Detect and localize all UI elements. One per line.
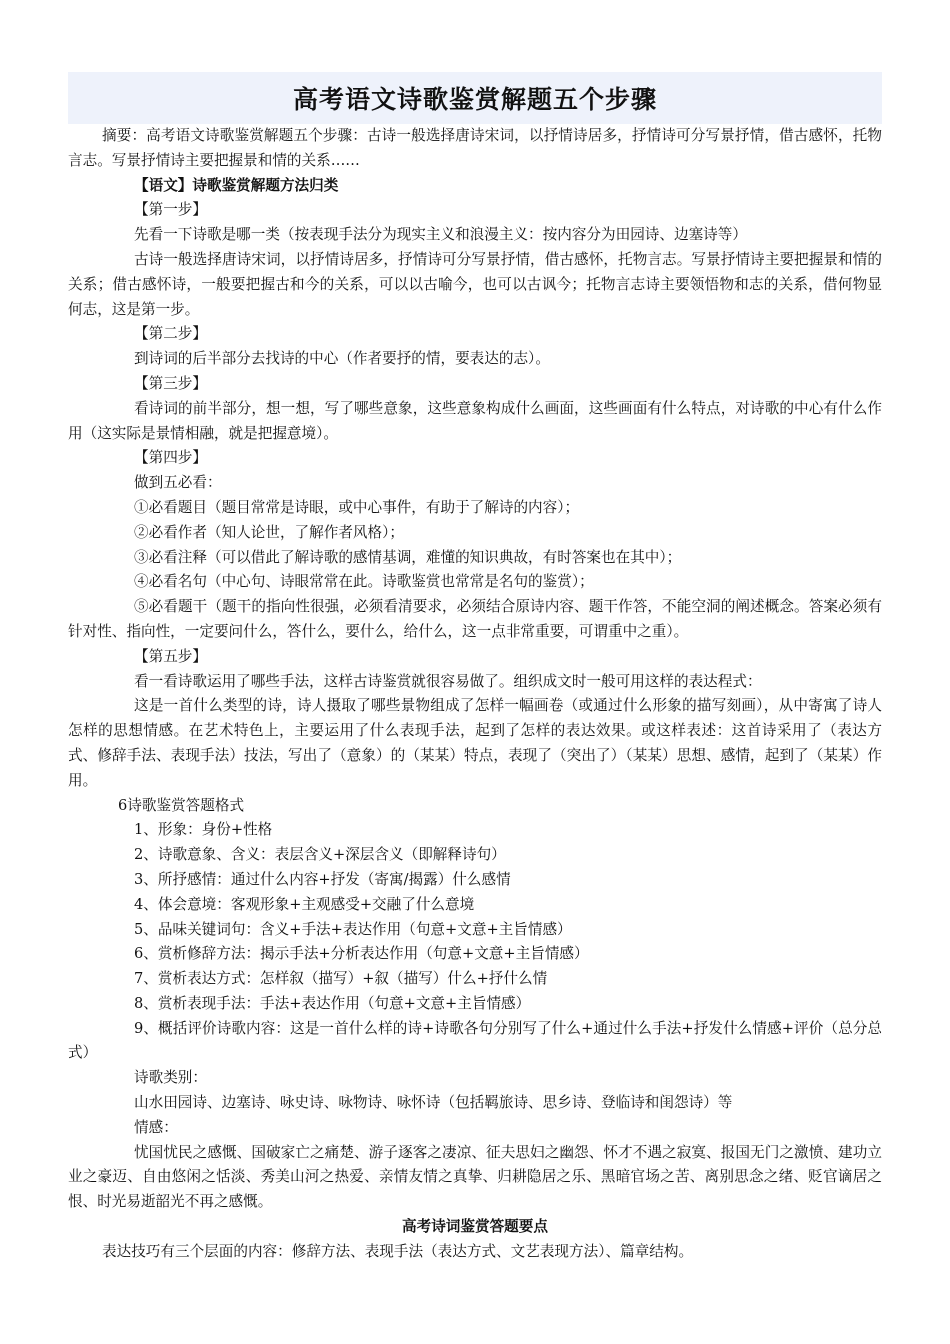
- step4-item: ③必看注释（可以借此了解诗歌的感情基调，难懂的知识典故，有时答案也在其中）；: [134, 548, 682, 566]
- document-body: [68, 124, 882, 1265]
- genre-text: 山水田园诗、边塞诗、咏史诗、咏物诗、咏怀诗（包括羁旅诗、思乡诗、登临诗和闺怨诗）等: [134, 1094, 733, 1112]
- step4-label: 【第四步】: [134, 449, 207, 467]
- step4-item: ②必看作者（知人论世，了解作者风格）；: [134, 523, 404, 541]
- bottom-text: 表达技巧有三个层面的内容：修辞方法、表现手法（表达方式、文艺表现方法）、篇章结构。: [102, 1242, 694, 1260]
- step4-item: ⑤必看题干（题干的指向性很强，必须看清要求，必须结合原诗内容、题干作答，不能空洞的阐述概念。答案必须有针对性、指向性，一定要问什么，答什么，要什么，给什么，这一点非常重要，可谓重中之重）。: [68, 598, 882, 640]
- step5-paragraph-1: 看一看诗歌运用了哪些手法，这样古诗鉴赏就很容易做了。组织成文时一般可用这样的表达程式：: [134, 672, 762, 690]
- format-item: 8、赏析表现手法：手法+表达作用（句意+文意+主旨情感）: [134, 994, 531, 1012]
- step1-label: 【第一步】: [134, 201, 207, 219]
- step3-paragraph-1: 看诗词的前半部分，想一想，写了哪些意象，这些意象构成什么画面，这些画面有什么特点，对诗歌的中心有什么作用（这实际是景情相融，就是把握意境）。: [68, 399, 882, 442]
- step2-label: 【第二步】: [134, 325, 207, 343]
- format-heading: 6诗歌鉴赏答题格式: [118, 796, 245, 814]
- step4-item: ④必看名句（中心句、诗眼常常在此。诗歌鉴赏也常常是名句的鉴赏）；: [134, 573, 594, 591]
- abstract: 摘要：高考语文诗歌鉴赏解题五个步骤：古诗一般选择唐诗宋词，以抒情诗居多，抒情诗可分写景抒情，借古感怀，托物言志。写景抒情诗主要把握景和情的关系……: [68, 127, 882, 169]
- genre-label: 诗歌类别：: [134, 1069, 207, 1087]
- step5-paragraph-2: 这是一首什么类型的诗，诗人摄取了哪些景物组成了怎样一幅画卷（或通过什么形象的描写刻画），从中寄寓了诗人怎样的思想情感。在艺术特色上，主要运用了什么表现手法，起到了怎样的表达效果。或这样表述：这首诗采用了（表达方式、修辞手法、表现手法）技法，写出了（意象）的（某某）特点，表现了（突出了）（某某）思想、感情，起到了（某某）作用。: [68, 697, 882, 789]
- step4-item: ①必看题目（题目常常是诗眼，或中心事件，有助于了解诗的内容）；: [134, 498, 580, 516]
- step1-paragraph-2: 古诗一般选择唐诗宋词，以抒情诗居多，抒情诗可分写景抒情，借古感怀，托物言志。写景抒情诗主要把握景和情的关系；借古感怀诗，一般要把握古和今的关系，可以以古喻今，也可以古讽今；托物言志诗主要领悟物和志的关系，借何物显何志，这是第一步。: [68, 250, 882, 318]
- emotion-text: 忧国忧民之感慨、国破家亡之痛楚、游子逐客之凄凉、征夫思妇之幽怨、怀才不遇之寂寞、报国无门之激愤、建功立业之豪迈、自由悠闲之恬淡、秀美山河之热爱、亲情友情之真挚、归耕隐居之乐、黑暗官场之苦、离别思念之绪、贬官谪居之恨、时光易逝韶光不再之感慨。: [68, 1143, 882, 1211]
- section-heading: 【语文】诗歌鉴赏解题方法归类: [134, 176, 339, 194]
- format-item: 1、形象：身份+性格: [134, 821, 273, 839]
- step3-label: 【第三步】: [134, 374, 207, 392]
- document-page: [68, 72, 882, 1265]
- format-item: 7、赏析表达方式：怎样叙（描写）+叙（描写）什么+抒什么情: [134, 970, 548, 988]
- step4-intro: 做到五必看：: [134, 474, 222, 492]
- format-item: 4、体会意境：客观形象+主观感受+交融了什么意境: [134, 895, 475, 913]
- emotion-label: 情感：: [134, 1118, 178, 1136]
- bottom-heading: 高考诗词鉴赏答题要点: [402, 1218, 548, 1236]
- title-bar: [68, 72, 882, 124]
- format-item: 5、品味关键词句：含义+手法+表达作用（句意+文意+主旨情感）: [134, 920, 572, 938]
- step5-label: 【第五步】: [134, 647, 207, 665]
- format-item: 3、所抒感情：通过什么内容+抒发（寄寓/揭露）什么感情: [134, 870, 511, 888]
- format-item: 9、概括评价诗歌内容：这是一首什么样的诗+诗歌各句分别写了什么+通过什么手法+抒发什么情感+评价（总分总式）: [68, 1019, 882, 1062]
- step2-paragraph-1: 到诗词的后半部分去找诗的中心（作者要抒的情，要表达的志）。: [134, 350, 550, 368]
- format-item: 6、赏析修辞方法：揭示手法+分析表达作用（句意+文意+主旨情感）: [134, 945, 589, 963]
- format-item: 2、诗歌意象、含义：表层含义+深层含义（即解释诗句）: [134, 846, 506, 864]
- page-title: 高考语文诗歌鉴赏解题五个步骤: [292, 85, 657, 114]
- step1-paragraph-1: 先看一下诗歌是哪一类（按表现手法分为现实主义和浪漫主义：按内容分为田园诗、边塞诗等）: [134, 226, 747, 244]
